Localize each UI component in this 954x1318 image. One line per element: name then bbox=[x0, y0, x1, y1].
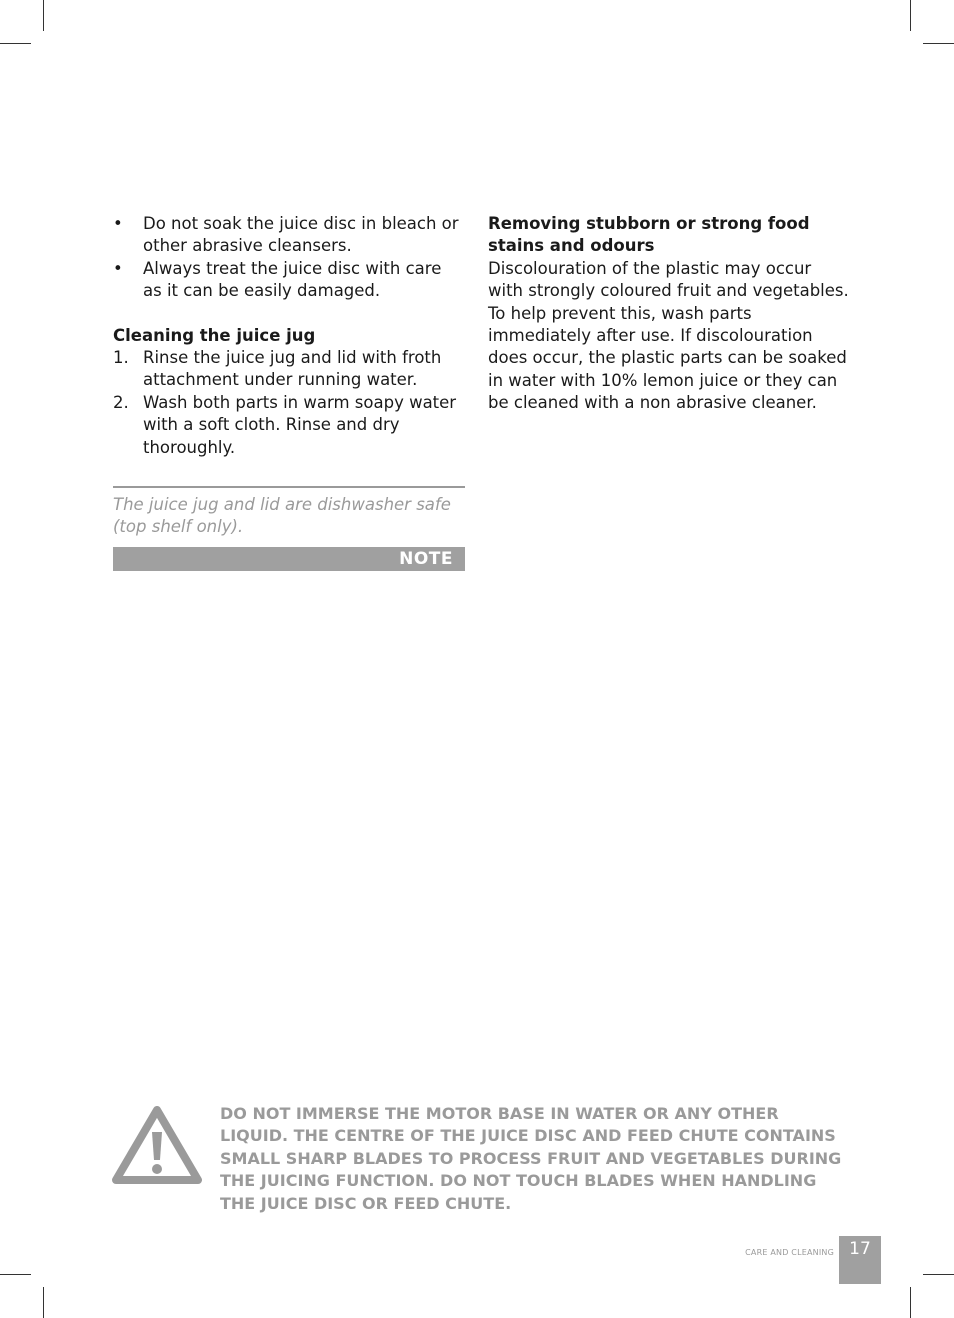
stains-body-text: Discolouration of the plastic may occur with strongly coloured fruit and vegetables. To help prevent this, wash parts immediately after use. If discolouration does occur, the plastic parts can be soaked in water with 10% lemon juice or they can be cleaned with a non abrasive cleaner. bbox=[488, 258, 849, 413]
crop-mark bbox=[43, 0, 44, 31]
note-box bbox=[113, 486, 465, 571]
jug-steps-list bbox=[113, 347, 465, 459]
crop-mark bbox=[43, 1287, 44, 1318]
crop-mark bbox=[923, 43, 954, 44]
crop-mark bbox=[0, 1274, 31, 1275]
list-item bbox=[113, 213, 465, 258]
list-item bbox=[113, 347, 465, 392]
bullet-text: Do not soak the juice disc in bleach or other abrasive cleansers. bbox=[143, 214, 459, 256]
juice-disc-bullet-list bbox=[113, 213, 465, 303]
note-divider bbox=[113, 486, 465, 488]
step-number: 2. bbox=[113, 392, 129, 412]
note-label: NOTE bbox=[399, 548, 453, 569]
left-column bbox=[113, 213, 465, 459]
bullet-symbol: • bbox=[113, 258, 123, 278]
bullet-symbol: • bbox=[113, 214, 123, 233]
crop-mark bbox=[910, 1287, 911, 1318]
stains-section-heading: Removing stubborn or strong food stains and odours bbox=[488, 214, 810, 256]
step-number: 1. bbox=[113, 348, 129, 368]
warning-triangle-icon bbox=[112, 1106, 202, 1186]
list-item bbox=[113, 392, 465, 459]
section-label: CARE AND CLEANING bbox=[745, 1248, 834, 1257]
note-label-bar bbox=[113, 547, 465, 571]
step-text: Wash both parts in warm soapy water with a soft cloth. Rinse and dry thoroughly. bbox=[143, 392, 457, 457]
warning-text: DO NOT IMMERSE THE MOTOR BASE IN WATER OR ANY OTHER LIQUID. THE CENTRE OF THE JUICE DISC AND FEED CHUTE CONTAINS SMALL SHARP BLADES TO PROCESS FRUIT AND VEGETABLES DURING THE JUICING FUNCTION. DO NOT TOUCH BLADES WHEN HANDLING THE JUICE DISC OR FEED CHUTE. bbox=[220, 1104, 842, 1213]
step-text: Rinse the juice jug and lid with froth attachment under running water. bbox=[143, 348, 442, 390]
list-item bbox=[113, 258, 465, 303]
crop-mark bbox=[910, 0, 911, 31]
crop-mark bbox=[0, 43, 31, 44]
crop-mark bbox=[923, 1274, 954, 1275]
note-text: The juice jug and lid are dishwasher safe (top shelf only). bbox=[113, 495, 451, 537]
right-column bbox=[488, 213, 850, 415]
page-number-box bbox=[839, 1236, 881, 1284]
jug-section-heading: Cleaning the juice jug bbox=[113, 325, 316, 345]
page-number: 17 bbox=[849, 1239, 871, 1259]
bullet-text: Always treat the juice disc with care as it can be easily damaged. bbox=[143, 258, 442, 301]
